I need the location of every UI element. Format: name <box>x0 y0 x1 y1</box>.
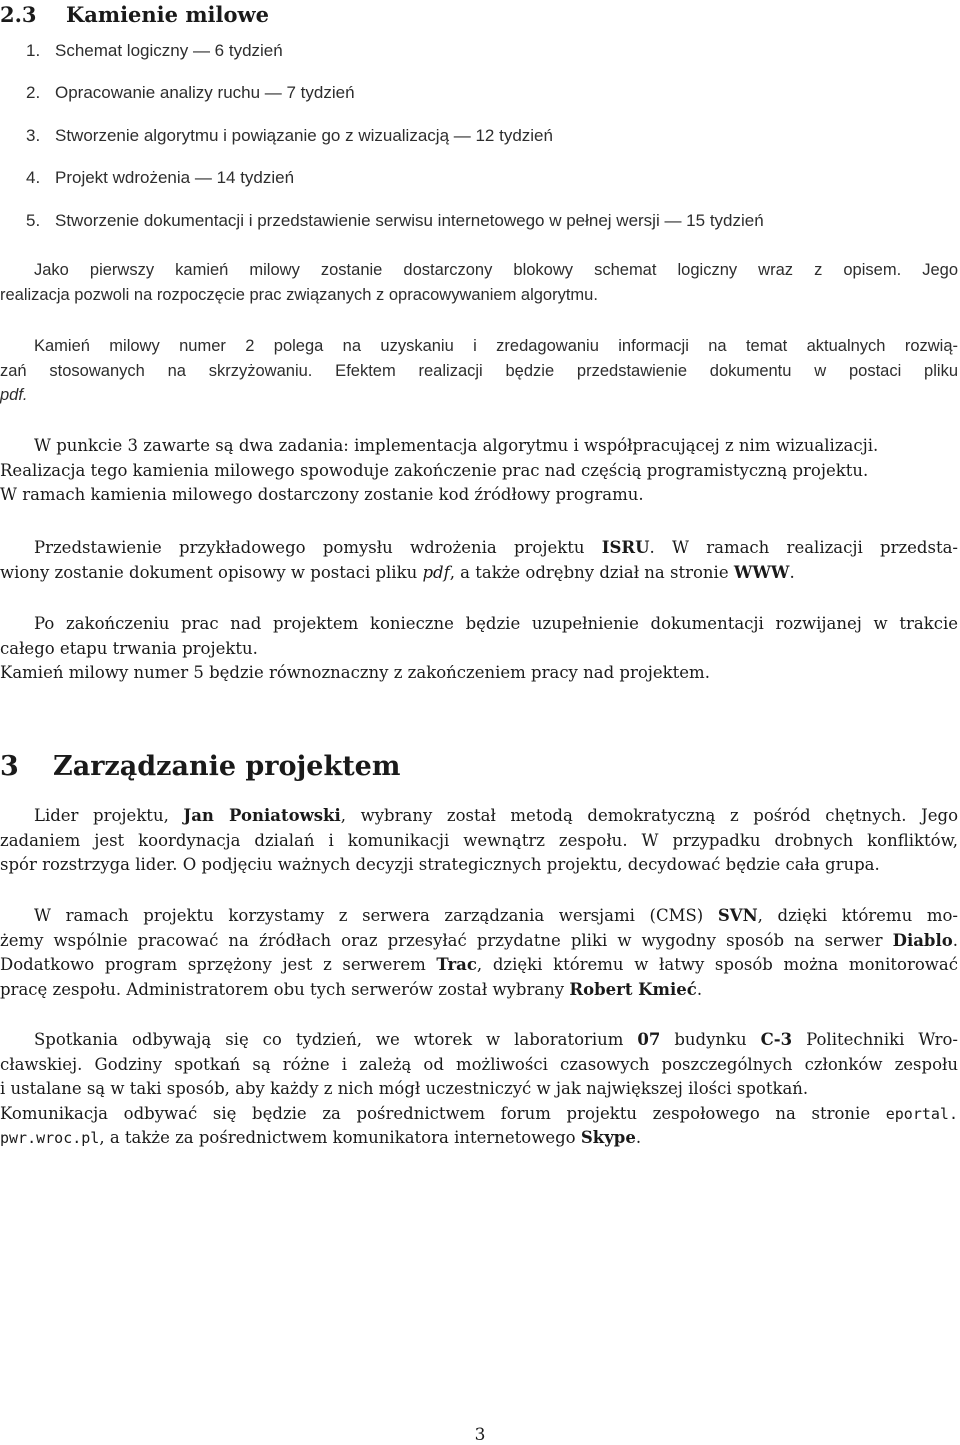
paragraph: W punkcie 3 zawarte są dwa zadania: implementacja algorytmu i współpracującej z nim wizualizacji. Realizacja tego kamienia milowego spowoduje zakończenie prac nad częścią programistyczną projektu. W ramach kamienia milowego dostarczony zostanie kod źródłowy programu. <box>0 436 879 504</box>
paragraph: Po zakończeniu prac nad projektem konieczne będzie uzupełnienie dokumentacji rozwijanej w trakcie całego etapu trwania projektu. Kamień milowy numer 5 będzie równoznaczny z zakończeniem pracy nad projektem. <box>0 614 958 682</box>
list-item: 5. Stworzenie dokumentacji i przedstawienie serwisu internetowego w pełnej wersji — 15 tydzień <box>26 211 764 230</box>
section-number: 2.3 <box>0 2 37 27</box>
paragraph: Spotkania odbywają się co tydzień, we wtorek w laboratorium 07 budynku C-3 Politechniki Wro- cławskiej. Godziny spotkań są różne i zależą od możliwości czasowych poszczególnych członków zespołu i ustalane są w taki sposób, aby każdy z nich mógł uczestniczyć w jak największej ilości spotkań. Komunikacja odbywać się będzie za pośrednictwem forum projektu zespołowego na stronie eportal. pwr.wroc.pl, a także za pośrednictwem komunikatora internetowego Skype. <box>0 1030 959 1147</box>
list-item: 3. Stworzenie algorytmu i powiązanie go z wizualizacją — 12 tydzień <box>26 126 553 145</box>
paragraph: W ramach projektu korzystamy z serwera zarządzania wersjami (CMS) SVN, dzięki któremu mo- żemy wspólnie pracować na źródłach oraz przesyłać przydatne pliki w wygodny sposób na serwer Diablo. Dodatkowo program sprzężony jest z serwerem Trac, dzięki któremu w łatwy sposób można monitorować pracę zespołu. Administratorem obu tych serwerów został wybrany Robert Kmieć. <box>0 906 958 999</box>
paragraph: Lider projektu, Jan Poniatowski, wybrany został metodą demokratyczną z pośród chętnych. Jego zadaniem jest koordynacja dzialań i komunikacji wewnątrz zespołu. W przypadku drobnych konfliktów, spór rozstrzyga lider. O podjęciu ważnych decyzji strategicznych projektu, decydować będzie cała grupa. <box>0 806 959 874</box>
section-title: Kamienie milowe <box>66 2 269 27</box>
list-item: 2. Opracowanie analizy ruchu — 7 tydzień <box>26 83 355 102</box>
chapter-title: Zarządzanie projektem <box>53 751 401 782</box>
list-item: 4. Projekt wdrożenia — 14 tydzień <box>26 168 295 187</box>
list-item: 1. Schemat logiczny — 6 tydzień <box>26 41 283 60</box>
paragraph: Jako pierwszy kamień milowy zostanie dostarczony blokowy schemat logiczny wraz z opisem. Jego realizacja pozwoli na rozpoczęcie prac związanych z opracowywaniem algorytmu. <box>0 261 958 304</box>
section-heading <box>0 0 269 30</box>
chapter-heading <box>0 745 400 789</box>
chapter-number: 3 <box>0 751 19 782</box>
paragraph: Kamień milowy numer 2 polega na uzyskaniu i zredagowaniu informacji na temat aktualnych rozwią- zań stosowanych na skrzyżowaniu. Efektem realizacji będzie przedstawienie dokumentu w postaci pliku pdf. <box>0 337 958 404</box>
page-number: 3 <box>474 1425 486 1445</box>
paragraph: Przedstawienie przykładowego pomysłu wdrożenia projektu ISRU. W ramach realizacji przedsta- wiony zostanie dokument opisowy w postaci pliku pdf, a także odrębny dział na stronie WWW. <box>0 538 959 582</box>
